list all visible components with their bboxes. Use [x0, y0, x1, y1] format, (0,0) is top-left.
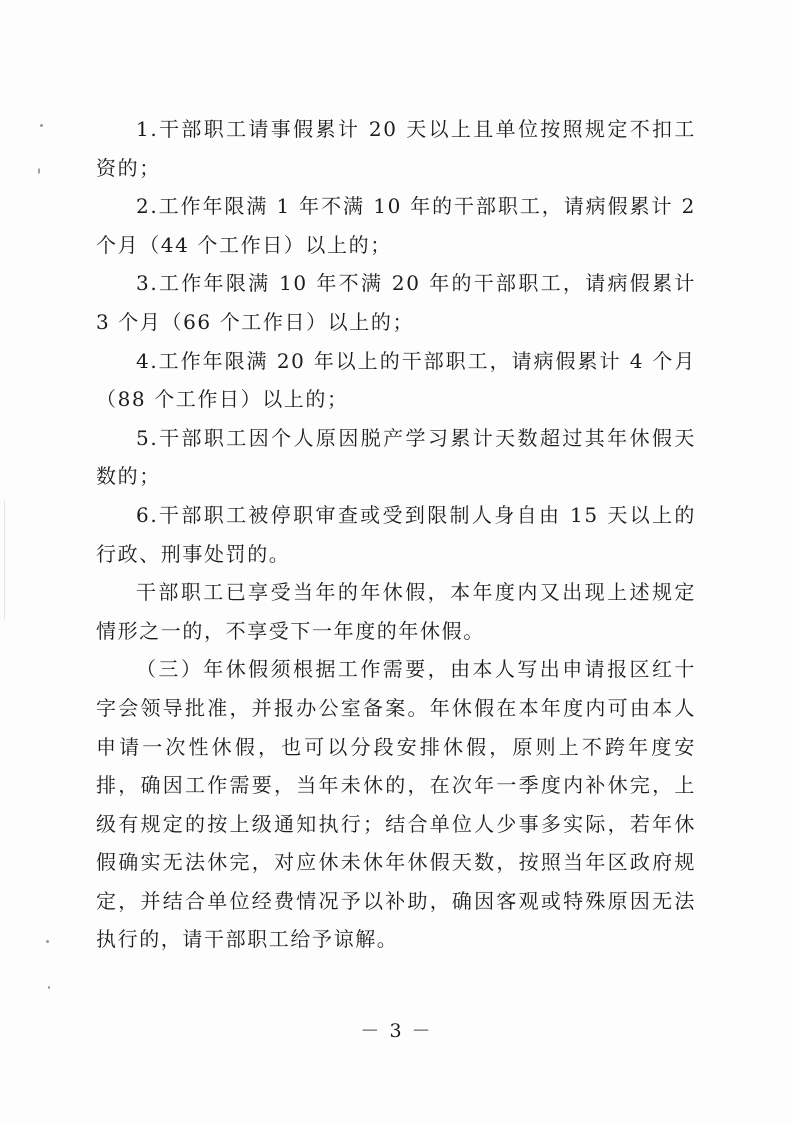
scan-edge-line	[4, 500, 5, 620]
document-body	[96, 110, 696, 959]
paragraph-item-4: 4.工作年限满 20 年以上的干部职工，请病假累计 4 个月（88 个工作日）以上的；	[96, 348, 696, 412]
scan-speck	[40, 124, 43, 127]
paragraph-item-5: 5.干部职工因个人原因脱产学习累计天数超过其年休假天数的；	[96, 425, 696, 489]
paragraph-item-6: 6.干部职工被停职审查或受到限制人身自由 15 天以上的行政、刑事处罚的。	[96, 502, 696, 566]
paragraph-item-3: 3.工作年限满 10 年不满 20 年的干部职工，请病假累计 3 个月（66 个工作日）以上的；	[96, 271, 696, 334]
paragraph-item-2: 2.工作年限满 1 年不满 10 年的干部职工，请病假累计 2 个月（44 个工作日）以上的；	[96, 194, 696, 257]
scan-speck	[46, 940, 49, 943]
paragraph-leave-note: 干部职工已享受当年的年休假，本年度内又出现上述规定情形之一的，不享受下一年度的年休假。	[96, 580, 696, 643]
scan-speck	[48, 986, 50, 989]
paragraph-item-1: 1.干部职工请事假累计 20 天以上且单位按照规定不扣工资的；	[96, 117, 696, 180]
page-number: － 3 －	[360, 1020, 433, 1042]
paragraph-section-three: （三）年休假须根据工作需要，由本人写出申请报区红十字会领导批准，并报办公室备案。年休假在本年度内可由本人申请一次性休假，也可以分段安排休假，原则上不跨年度安排，确因工作需要，当年未休的，在次年一季度内补休完，上级有规定的按上级通知执行；结合单位人少事多实际，若年休假确实无法休完，对应休未休年休假天数，按照当年区政府规定，并结合单位经费情况予以补助，确因客观或特殊原因无法执行的，请干部职工给予谅解。	[96, 657, 696, 952]
scan-speck	[38, 168, 40, 174]
